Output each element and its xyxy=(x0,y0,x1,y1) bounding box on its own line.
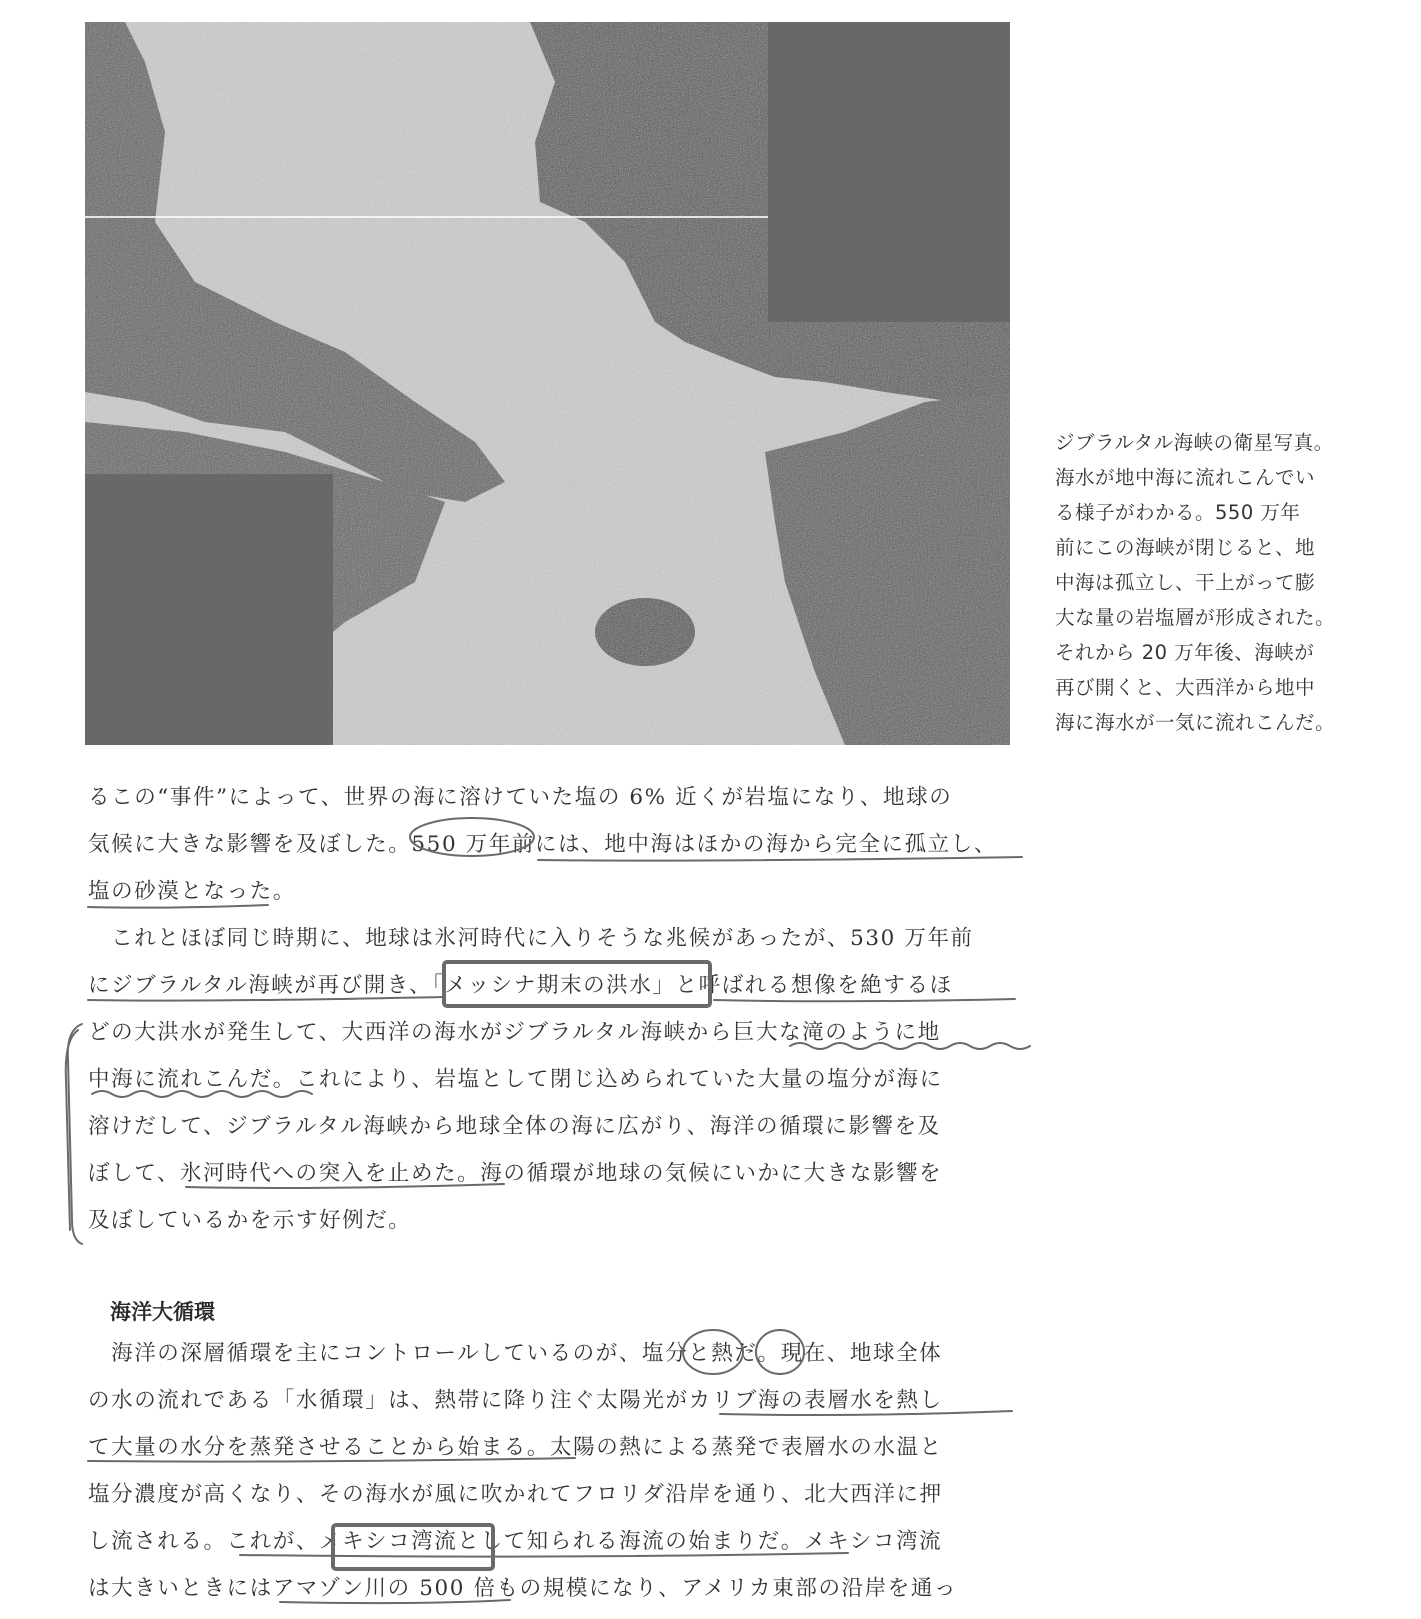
body-line: し流される。これが、メキシコ湾流として知られる海流の始まりだ。メキシコ湾流 xyxy=(88,1529,943,1554)
body-line: るこの“事件”によって、世界の海に溶けていた塩の 6% 近くが岩塩になり、地球の xyxy=(88,785,953,810)
body-line: の水の流れである「水循環」は、熱帯に降り注ぐ太陽光がカリブ海の表層水を熱し xyxy=(88,1388,943,1413)
body-line: 気候に大きな影響を及ぼした。550 万年前には、地中海はほかの海から完全に孤立し、 xyxy=(88,832,997,857)
body-line: にジブラルタル海峡が再び開き、「メッシナ期末の洪水」と呼ばれる想像を絶するほ xyxy=(88,973,953,998)
caption-line: る様子がわかる。550 万年 xyxy=(1055,501,1301,524)
photo-caption xyxy=(1055,425,1355,740)
annotation-bracket xyxy=(66,1030,78,1230)
body-line: は大きいときにはアマゾン川の 500 倍もの規模になり、アメリカ東部の沿岸を通っ xyxy=(88,1576,958,1601)
body-line: 塩分濃度が高くなり、その海水が風に吹かれてフロリダ沿岸を通り、北大西洋に押 xyxy=(88,1482,943,1507)
body-line: ぼして、氷河時代への突入を止めた。海の循環が地球の気候にいかに大きな影響を xyxy=(88,1161,943,1186)
body-line: 海洋の深層循環を主にコントロールしているのが、塩分と熱だ。現在、地球全体 xyxy=(88,1341,943,1366)
caption-line: 中海は孤立し、干上がって膨 xyxy=(1055,571,1316,594)
water-swirl xyxy=(595,598,695,666)
section-heading: 海洋大循環 xyxy=(110,1300,215,1324)
caption-line: 大な量の岩塩層が形成された。 xyxy=(1055,606,1336,629)
caption-line: 前にこの海峡が閉じると、地 xyxy=(1055,536,1316,559)
body-line: て大量の水分を蒸発させることから始まる。太陽の熱による蒸発で表層水の水温と xyxy=(88,1435,943,1460)
body-line: 及ぼしているかを示す好例だ。 xyxy=(88,1208,412,1233)
body-line: 塩の砂漠となった。 xyxy=(88,879,296,904)
satellite-photo xyxy=(85,22,1010,745)
body-line: 中海に流れこんだ。これにより、岩塩として閉じ込められていた大量の塩分が海に xyxy=(88,1067,943,1092)
caption-line: ジブラルタル海峡の衛星写真。 xyxy=(1055,431,1334,454)
body-line: 溶けだして、ジブラルタル海峡から地球全体の海に広がり、海洋の循環に影響を及 xyxy=(88,1114,941,1139)
body-line: どの大洪水が発生して、大西洋の海水がジブラルタル海峡から巨大な滝のように地 xyxy=(88,1020,941,1045)
satellite-photo-graphic xyxy=(85,22,1010,745)
caption-line: 海に海水が一気に流れこんだ。 xyxy=(1055,711,1336,734)
annotation-bracket xyxy=(68,1024,82,1244)
redacted-block-top-right xyxy=(768,22,1010,322)
caption-line: それから 20 万年後、海峡が xyxy=(1055,641,1315,664)
caption-line: 海水が地中海に流れこんでい xyxy=(1055,466,1316,489)
redacted-block-bottom-left xyxy=(85,474,333,745)
body-line: これとほぼ同じ時期に、地球は氷河時代に入りそうな兆候があったが、530 万年前 xyxy=(88,926,974,951)
caption-line: 再び開くと、大西洋から地中 xyxy=(1055,676,1316,699)
